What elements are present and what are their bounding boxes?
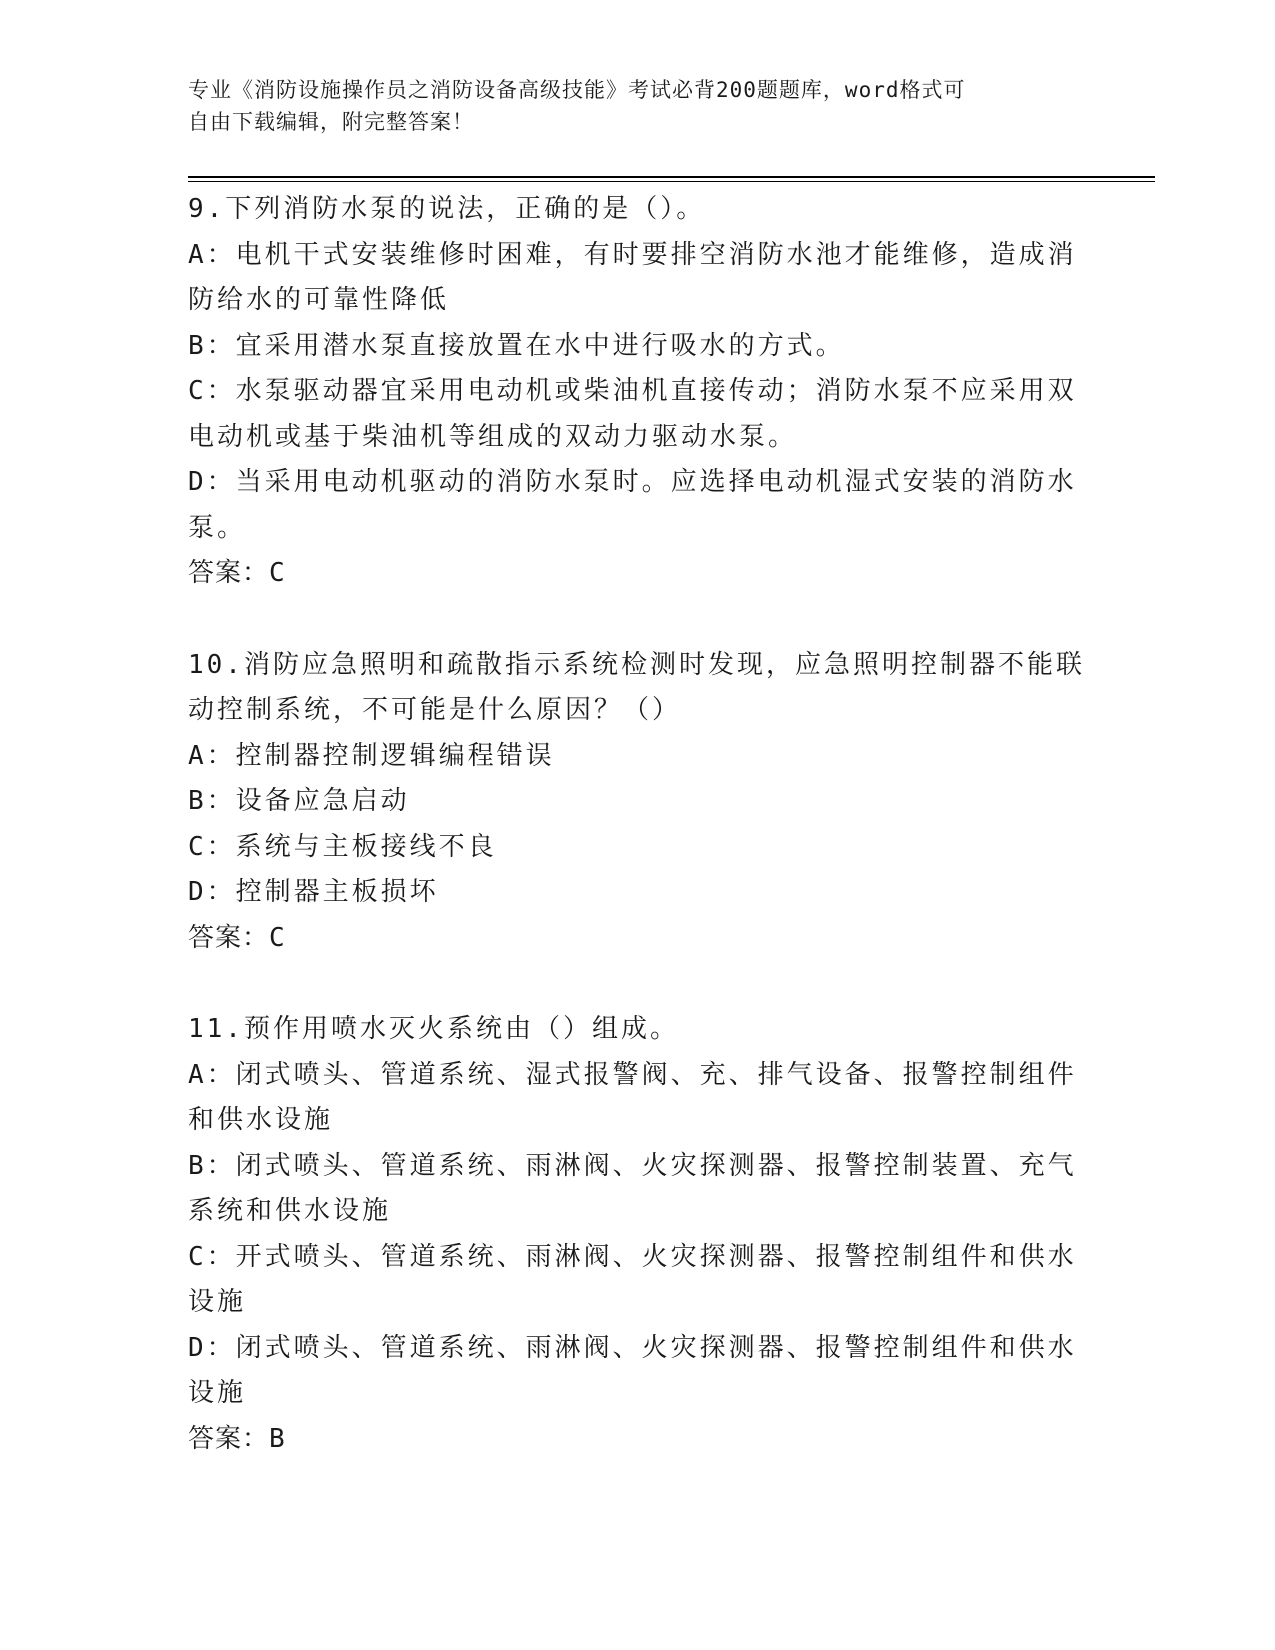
option-a	[188, 233, 1077, 324]
option-d	[188, 1326, 1077, 1417]
option-text: B：闭式喷头、管道系统、雨淋阀、火灾探测器、报警控制装置、充气	[188, 1150, 1077, 1181]
question-list	[188, 187, 1085, 1508]
option-text: 设施	[188, 1287, 247, 1317]
option-text: 设施	[188, 1378, 247, 1408]
option-b	[188, 779, 1068, 825]
option-d	[188, 870, 1068, 916]
question-stem: 10.消防应急照明和疏散指示系统检测时发现，应急照明控制器不能联	[188, 649, 1085, 680]
option-c	[188, 369, 1077, 460]
option-text: B：设备应急启动	[188, 786, 410, 816]
option-a	[188, 734, 1068, 780]
answer: 答案：B	[188, 1423, 286, 1454]
question-stem: 11.预作用喷水灭火系统由（）组成。	[188, 1014, 679, 1044]
option-a	[188, 1053, 1077, 1144]
document-header	[188, 74, 1068, 138]
option-text: C：系统与主板接线不良	[188, 831, 497, 862]
option-text: A：闭式喷头、管道系统、湿式报警阀、充、排气设备、报警控制组件	[188, 1059, 1077, 1090]
option-text: C：水泵驱动器宜采用电动机或柴油机直接传动；消防水泵不应采用双	[188, 376, 1077, 406]
option-text: 和供水设施	[188, 1105, 334, 1135]
option-text: 泵。	[188, 512, 247, 543]
option-text: A：电机干式安装维修时困难，有时要排空消防水池才能维修，造成消	[188, 239, 1077, 270]
header-line-2: 自由下载编辑，附完整答案！	[188, 110, 474, 134]
question-stem: 9.下列消防水泵的说法，正确的是（）。	[188, 194, 706, 224]
option-d	[188, 460, 1077, 551]
option-text: 电动机或基于柴油机等组成的双动力驱动水泵。	[188, 421, 798, 452]
option-c	[188, 1235, 1077, 1326]
option-text: D：闭式喷头、管道系统、雨淋阀、火灾探测器、报警控制组件和供水	[188, 1332, 1077, 1363]
header-line-1: 专业《消防设施操作员之消防设备高级技能》考试必背200题题库，word格式可	[188, 78, 966, 102]
answer: 答案：C	[188, 558, 286, 588]
option-text: C：开式喷头、管道系统、雨淋阀、火灾探测器、报警控制组件和供水	[188, 1241, 1077, 1272]
option-text: B：宜采用潜水泵直接放置在水中进行吸水的方式。	[188, 330, 845, 361]
option-b	[188, 1144, 1077, 1235]
question-9	[188, 187, 1077, 597]
option-c	[188, 825, 1068, 871]
answer: 答案：C	[188, 922, 286, 953]
question-stem: 动控制系统，不可能是什么原因？（）	[188, 695, 682, 725]
option-b	[188, 324, 1068, 370]
header-divider-thick	[188, 176, 1155, 178]
question-11	[188, 1007, 1077, 1462]
option-text: 防给水的可靠性降低	[188, 285, 450, 315]
option-text: 系统和供水设施	[188, 1196, 392, 1226]
question-10	[188, 643, 1085, 962]
header-divider-thin	[188, 181, 1155, 182]
option-text: D：控制器主板损坏	[188, 877, 439, 907]
option-text: A：控制器控制逻辑编程错误	[188, 740, 555, 771]
option-text: D：当采用电动机驱动的消防水泵时。应选择电动机湿式安装的消防水	[188, 467, 1077, 497]
